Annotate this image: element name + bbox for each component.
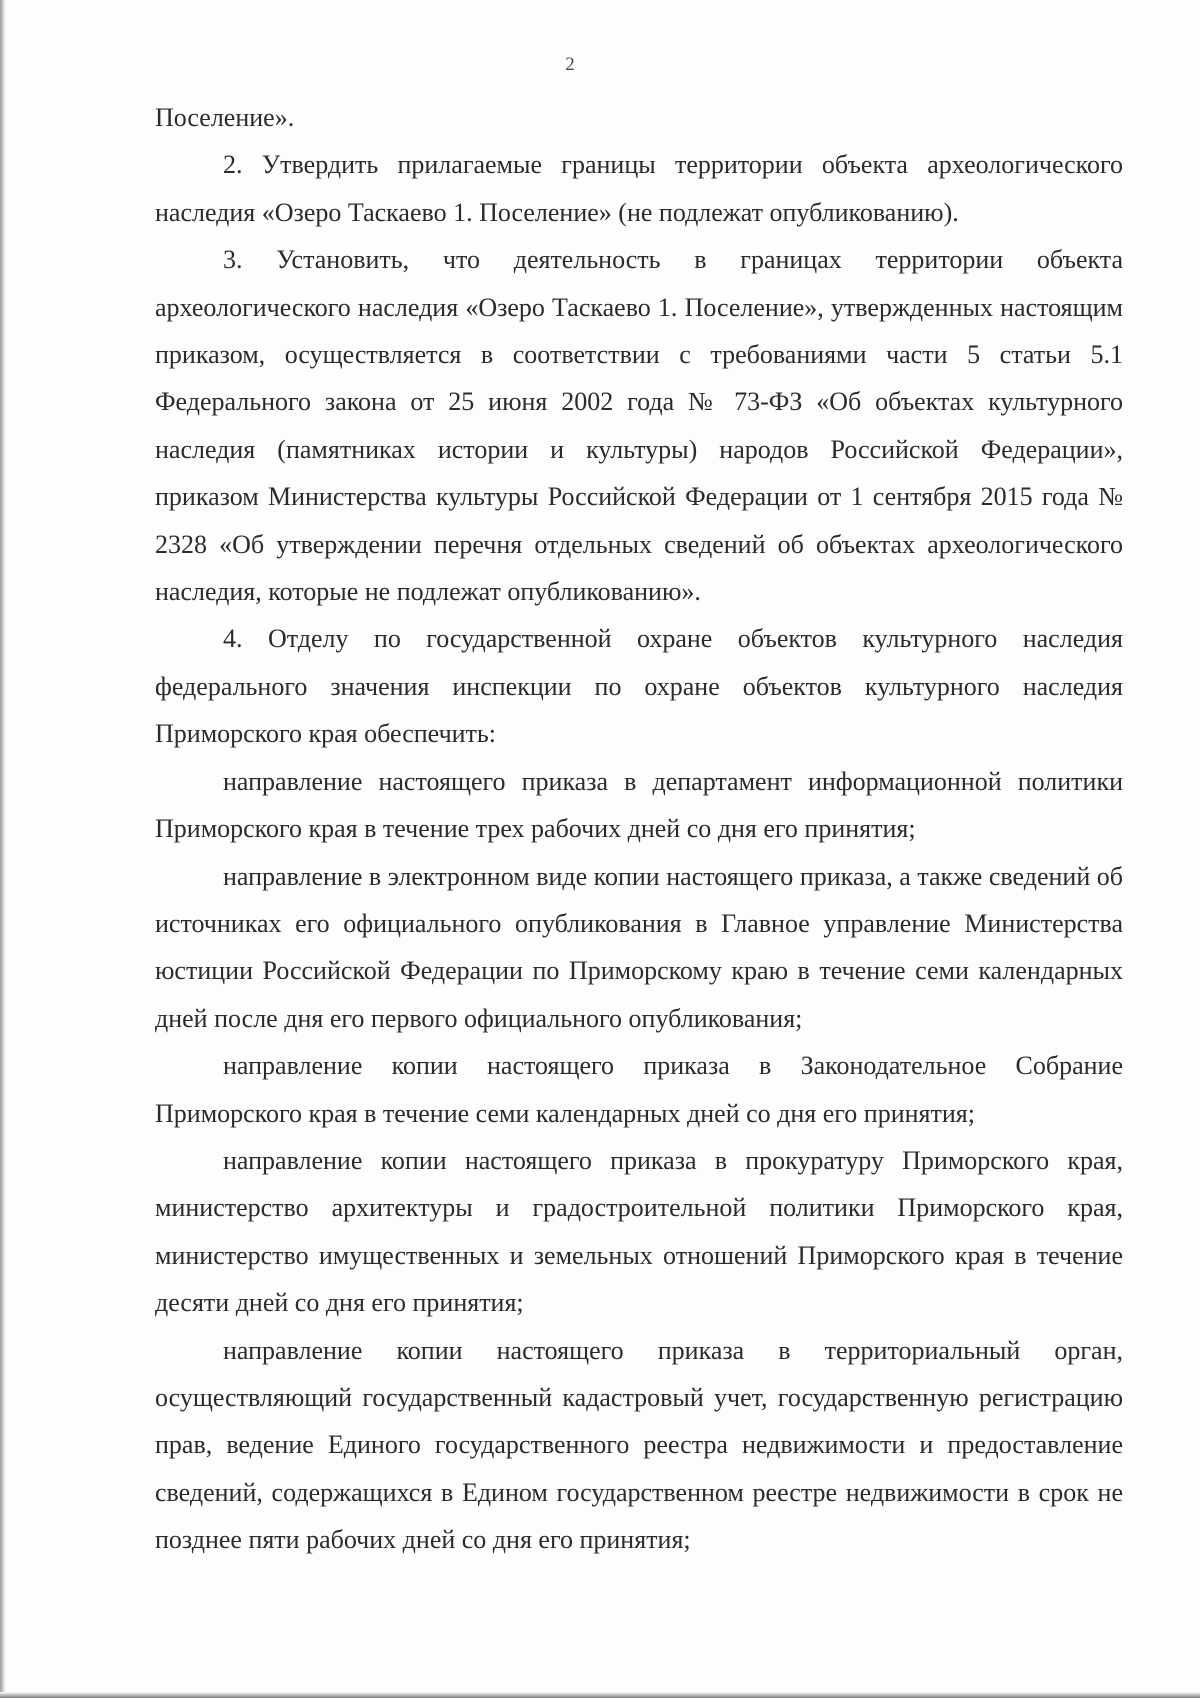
page-number: 2: [565, 54, 575, 75]
scan-edge-left: [0, 0, 6, 1698]
paragraph-subitem-legislature: направление копии настоящего приказа в Законодательное Собрание Приморского края в течение семи календарных дней со дня его принятия;: [155, 1051, 1123, 1128]
paragraph-subitem-justice: направление в электронном виде копии настоящего приказа, а также сведений об источниках его официального опубликования в Главное управление Министерства юстиции Российской Федерации по Приморскому краю в течение семи календарных дней после дня его первого официального опубликования;: [155, 861, 1123, 1033]
paragraph-subitem-cadastre: направление копии настоящего приказа в территориальный орган, осуществляющий государственный кадастровый учет, государственную регистрацию прав, ведение Единого государственного реестра недвижимости и предоставление сведений, содержащихся в Едином государственном реестре недвижимости в срок не позднее пяти рабочих дней со дня его принятия;: [155, 1335, 1123, 1555]
paragraph-item-2: 2. Утвердить прилагаемые границы территории объекта археологического наследия «Озеро Таскаево 1. Поселение» (не подлежат опубликованию).: [155, 150, 1123, 227]
scan-edge-bottom: [0, 1692, 1200, 1698]
paragraph-item-4: 4. Отделу по государственной охране объектов культурного наследия федерального значения инспекции по охране объектов культурного наследия Приморского края обеспечить:: [155, 624, 1123, 749]
document-body: [155, 94, 1123, 1564]
paragraph-subitem-info-policy: направление настоящего приказа в департамент информационной политики Приморского края в течение трех рабочих дней со дня его принятия;: [155, 766, 1123, 844]
paragraph-continuation: Поселение».: [155, 103, 295, 132]
paragraph-subitem-prosecutor: направление копии настоящего приказа в прокуратуру Приморского края, министерство архитектуры и градостроительной политики Приморского края, министерство имущественных и земельных отношений Приморского края в течение десяти дней со дня его принятия;: [155, 1145, 1123, 1318]
paragraph-item-3: 3. Установить, что деятельность в границах территории объекта археологического наследия «Озеро Таскаево 1. Поселение», утвержденных настоящим приказом, осуществляется в соответствии с требованиями части 5 статьи 5.1 Федерального закона от 25 июня 2002 года № 73-ФЗ «Об объектах культурного наследия (памятниках истории и культуры) народов Российской Федерации», приказом Министерства культуры Российской Федерации от 1 сентября 2015 года № 2328 «Об утверждении перечня отдельных сведений об объектах археологического наследия, которые не подлежат опубликованию».: [155, 245, 1123, 607]
